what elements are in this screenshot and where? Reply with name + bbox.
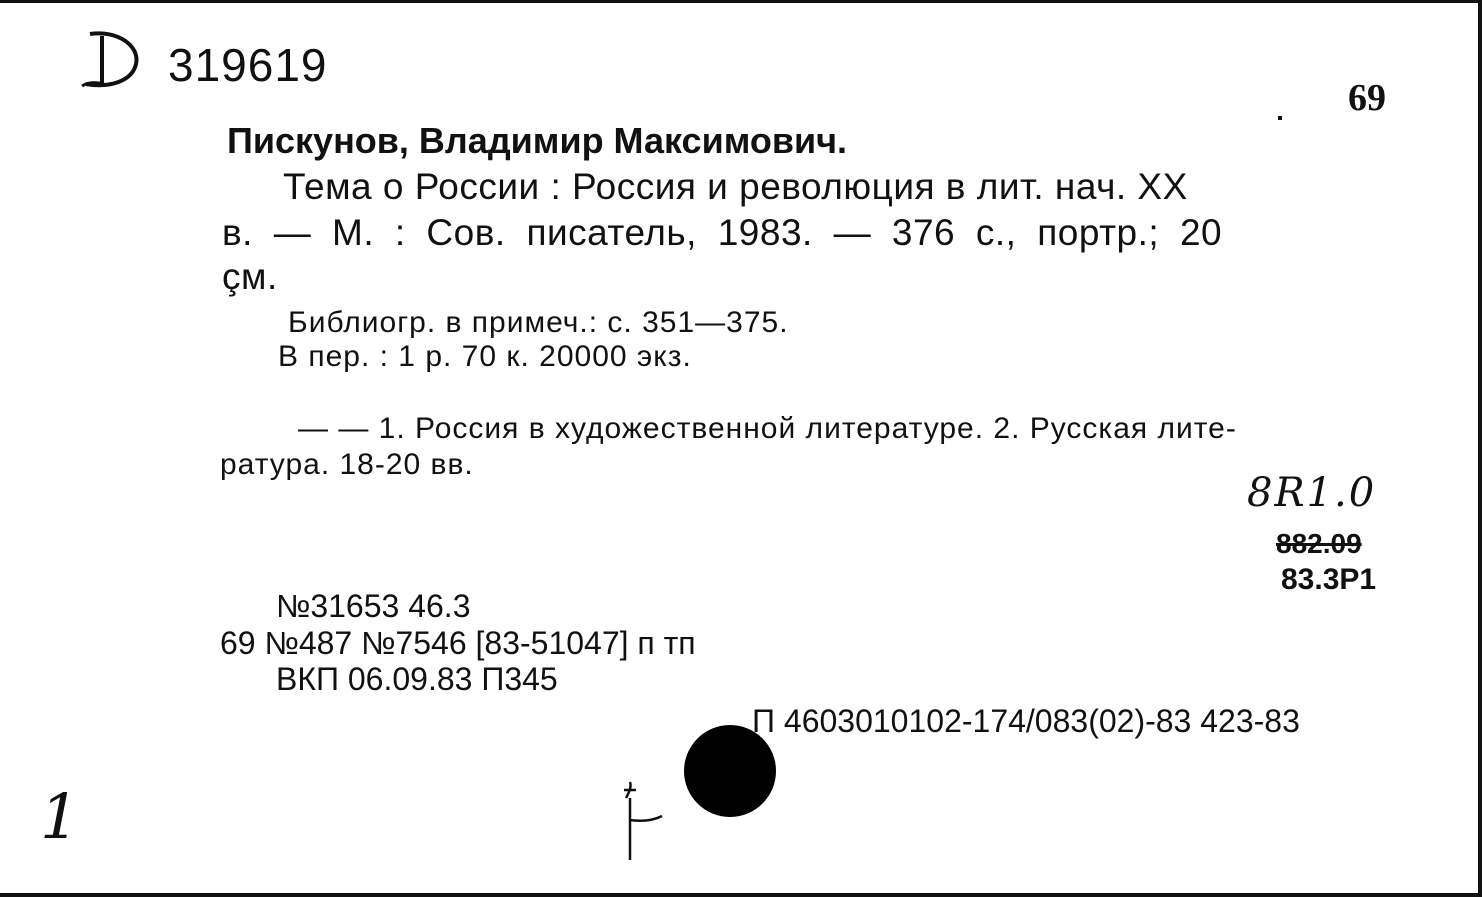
classification-code: 83.3P1 [1281,563,1377,596]
handwritten-inventory-mark: 1 [40,780,80,853]
handwritten-d-mark-icon [78,28,144,92]
card-bottom-border [0,893,1482,897]
call-number: 319619 [168,39,328,91]
handwritten-classification: 8R1.0 [1247,470,1377,516]
author-heading: Пискунов, Владимир Максимович. [227,120,848,161]
title-line: в. — М. : Сов. писатель, 1983. — 376 с., портр.; 20 [222,212,1223,253]
accession-line: ВКП 06.09.83 П345 [276,661,558,697]
card-top-border [0,0,1482,3]
isbn-line: П 4603010102-174/083(02)-83 423-83 [752,703,1300,739]
subject-headings-line: — — 1. Россия в художественной литературе. 2. Русская лите- [298,412,1237,445]
handwritten-check-icon [618,780,668,864]
accession-line: №31653 46.3 [276,588,471,624]
title-line: Тема о России : Россия и революция в лит. нач. XX [283,166,1188,207]
stray-dot [1278,116,1282,120]
card-right-border [1478,0,1482,897]
accession-line: 69 №487 №7546 [83-51047] п тп [220,625,696,661]
title-line: çм. [222,256,278,297]
page-number: 69 [1348,77,1386,119]
bibliography-note: Библиогр. в примеч.: с. 351—375. [288,306,789,339]
struck-classification: 882.09 [1276,528,1362,559]
subject-headings-line: ратура. 18-20 вв. [220,448,474,481]
price-note: В пер. : 1 р. 70 к. 20000 экз. [278,340,692,373]
